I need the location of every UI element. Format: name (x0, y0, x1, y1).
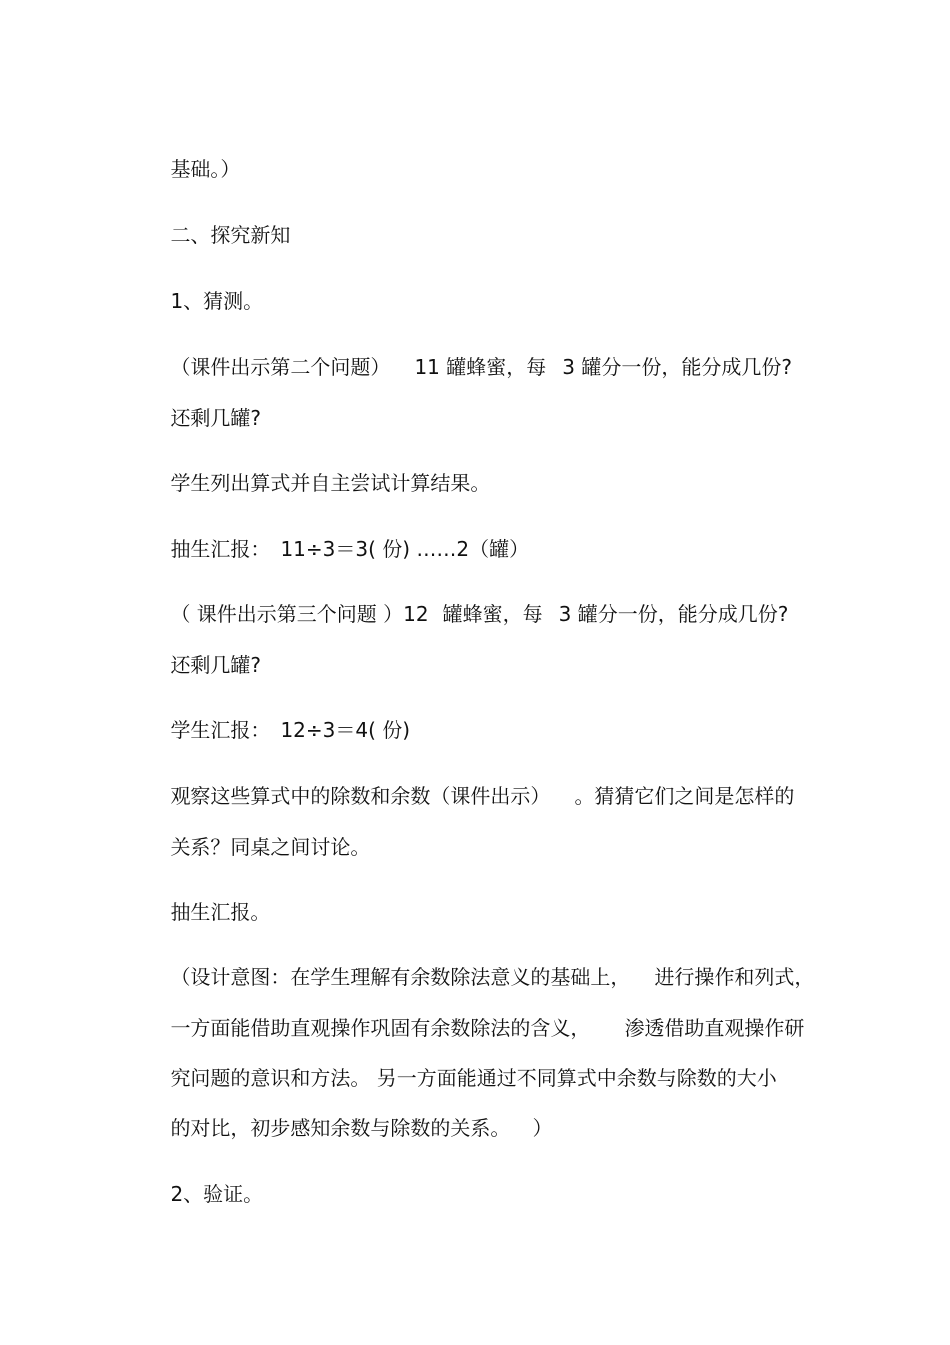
text: （设计意图：在学生理解有余数除法意义的基础上， (170, 965, 631, 989)
text: （ 课件出示第三个问题 ）12 (170, 602, 429, 626)
text: 学生列出算式并自主尝试计算结果。 (170, 471, 491, 495)
text: 11 罐蜂蜜，每 (414, 355, 547, 379)
text: （课件出示第二个问题） (170, 355, 391, 379)
text: 抽生汇报： (170, 537, 271, 561)
text: 还剩几罐? (170, 406, 262, 430)
text: 学生汇报： (170, 718, 271, 742)
text: 12÷3＝4( 份) (280, 718, 411, 742)
text: 一方面能借助直观操作巩固有余数除法的含义， (170, 1016, 591, 1040)
text: 渗透借助直观操作研 (624, 1016, 805, 1040)
text: 。猜猜它们之间是怎样的 (574, 784, 795, 808)
text: 抽生汇报。 (170, 900, 271, 924)
text: 1、猜测。 (170, 289, 264, 313)
text: 2、验证。 (170, 1182, 264, 1206)
text: 11÷3＝3( 份) ……2（罐） (280, 537, 530, 561)
text: 进行操作和列式， (654, 965, 815, 989)
text: 观察这些算式中的除数和余数（课件出示） (170, 784, 551, 808)
text: 关系？同桌之间讨论。 (170, 835, 371, 859)
text: 究问题的意识和方法。 另一方面能通过不同算式中余数与除数的大小 (170, 1066, 777, 1090)
subsection-heading (145, 1155, 263, 1233)
text: 还剩几罐? (170, 653, 262, 677)
text: 基础。） (170, 157, 241, 181)
text: ） (532, 1116, 553, 1140)
text: 3 罐分一份，能分成几份? (558, 602, 789, 626)
text: 罐蜂蜜，每 (442, 602, 543, 626)
text: 3 罐分一份，能分成几份? (562, 355, 792, 379)
text: 二、探究新知 (170, 223, 291, 247)
text: 的对比，初步感知余数与除数的关系。 (170, 1116, 511, 1140)
